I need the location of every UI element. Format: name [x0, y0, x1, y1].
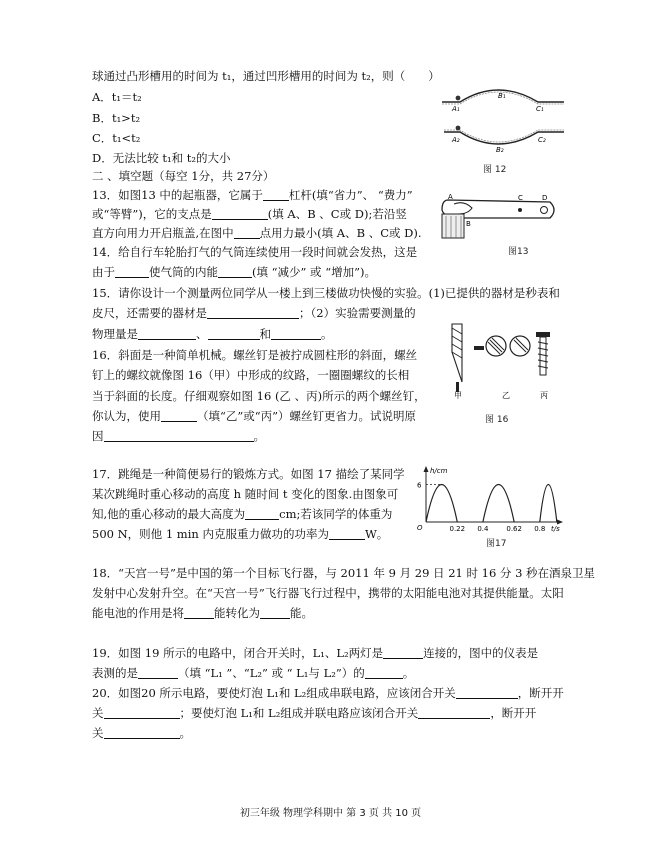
fig12-label: B₁ [498, 92, 506, 100]
answer-blank[interactable] [218, 265, 252, 278]
q20-text: 20．如图20 所示电路，要使灯泡 L₁和 L₂组成串联电路，应该闭合开关 [92, 686, 456, 700]
x-tick-label: 0.8 [534, 525, 546, 533]
q-prev-option-b[interactable]: B．t₁>t₂ [92, 111, 141, 125]
q15-line-1: 15．请你设计一个测量两位同学从一楼上到三楼做功快慢的实验。(1)已提供的器材是秒表和 [92, 286, 560, 300]
q18-line-3 [92, 605, 313, 621]
answer-blank[interactable] [263, 188, 289, 201]
q19-line-2 [92, 665, 414, 681]
answer-blank[interactable] [208, 327, 260, 340]
q13-text: 或“等臂”)，它的支点是 [92, 207, 212, 221]
section-title: 二 、填空题（每空 1分，共 27分） [92, 169, 275, 183]
fig12-label: A₁ [452, 105, 460, 113]
x-tick-label: 0.22 [449, 525, 466, 533]
q19-text: （填 “L₁ ”、“L₂” 或 “ L₁与 L₂”）的 [178, 666, 365, 680]
fig13-label: D [542, 194, 548, 202]
q20-line-3 [92, 725, 191, 741]
fig16-label: 丙 [540, 391, 548, 400]
q16-text: （填“乙”或“丙”）螺丝钉更省力。试说明原 [197, 409, 417, 423]
q13-text: 直方向用力开启瓶盖,在图中 [92, 226, 234, 240]
answer-blank[interactable] [184, 606, 214, 619]
q16-text: 你认为，使用 [92, 409, 161, 423]
q19-line-1 [92, 645, 538, 661]
q19-text: 。 [402, 666, 415, 680]
q13-line-2 [92, 206, 407, 222]
q-prev-option-c[interactable]: C．t₁<t₂ [92, 131, 141, 145]
answer-blank[interactable] [104, 726, 180, 739]
fig12-label: C₁ [536, 105, 544, 113]
fig16-label: 甲 [454, 391, 462, 400]
q16-line-4 [92, 408, 416, 424]
x-axis-arrow [557, 520, 563, 525]
ball-icon [456, 96, 461, 101]
x-tick-label: 0.4 [477, 525, 489, 533]
q19-text: 19．如图 19 所示的电路中，闭合开关时，L₁、L₂两灯是 [92, 646, 384, 660]
x-tick-label: 0.62 [506, 525, 522, 533]
q16-line-2: 钉上的螺纹就像图 16（甲）中形成的纹路，一圈圈螺纹的长相 [92, 368, 410, 382]
answer-blank[interactable] [104, 429, 254, 442]
answer-blank[interactable] [115, 265, 149, 278]
answer-blank[interactable] [456, 686, 518, 699]
q16-text: 因 [92, 429, 104, 443]
q17-text: 知,他的重心移动的最大高度为 [92, 507, 246, 521]
fig16-caption: 图 16 [485, 415, 509, 425]
answer-blank[interactable] [138, 666, 178, 679]
q15-text: ；（2）实验需要测量的 [299, 306, 416, 320]
q15-text: 和 [259, 327, 271, 341]
q14-text: 使气筒的内能 [149, 265, 218, 279]
q15-text: 。 [321, 327, 333, 341]
q16-line-1: 16．斜面是一种简单机械。螺丝钉是被拧成圆柱形的斜面，螺丝 [92, 348, 418, 362]
answer-blank[interactable] [234, 226, 260, 239]
x-axis-label: t/s [551, 525, 560, 533]
q17-line-1: 17．跳绳是一种简便易行的锻炼方式。如图 17 描绘了某同学 [92, 467, 405, 481]
answer-blank[interactable] [207, 306, 299, 319]
fig16-label: 乙 [502, 391, 510, 400]
q15-line-3 [92, 326, 333, 342]
fig12-caption: 图 12 [483, 165, 507, 175]
figure-16 [440, 318, 570, 400]
q17-text: W。 [364, 527, 389, 541]
answer-blank[interactable] [271, 327, 321, 340]
answer-blank[interactable] [329, 527, 365, 540]
q19-text: 表测的是 [92, 666, 138, 680]
y-tick-label: 6 [417, 481, 422, 490]
q18-text: 能电池的作用是将 [92, 606, 184, 620]
figure-17-chart [414, 464, 574, 533]
q20-line-1 [92, 685, 564, 701]
q18-text: 能。 [290, 606, 313, 620]
q13-text: (填 A、B 、C或 D);若沿竖 [267, 207, 407, 221]
q14-text: 由于 [92, 265, 115, 279]
fig12-label: B₂ [496, 146, 504, 154]
q13-line-3 [92, 225, 422, 241]
q-prev-option-a[interactable]: A．t₁＝t₂ [92, 90, 142, 104]
q17-text: 500 N，则他 1 min 内克服重力做功的功率为 [92, 527, 329, 541]
q18-line-1: 18．“天宫一号”是中国的第一个目标飞行器，与 2011 年 9 月 29 日 21 时 16 分 3 秒在酒泉卫星 [92, 566, 596, 580]
answer-blank[interactable] [383, 646, 423, 659]
answer-blank[interactable] [365, 666, 403, 679]
figure-13 [432, 192, 562, 252]
q14-line-1: 14．给自行车轮胎打气的气筒连续使用一段时间就会发热，这是 [92, 245, 418, 259]
q20-text: 关 [92, 726, 104, 740]
q15-text: 皮尺，还需要的器材是 [92, 306, 207, 320]
q16-text: 。 [253, 429, 265, 443]
answer-blank[interactable] [212, 207, 268, 220]
q14-line-2 [92, 264, 376, 280]
q17-text: cm;若该同学的体重为 [279, 507, 393, 521]
q15-text: 、 [196, 327, 208, 341]
q15-line-2 [92, 305, 416, 321]
fig12-label: A₂ [452, 136, 460, 144]
q20-text: ，断开开 [517, 686, 564, 700]
answer-blank[interactable] [138, 327, 196, 340]
q-prev-stem: 球通过凸形槽用的时间为 t₁，通过凹形槽用的时间为 t₂，则（ ） [92, 69, 440, 83]
fig13-label: C [518, 194, 523, 202]
fig17-caption: 图17 [486, 539, 507, 549]
y-axis-arrow [424, 466, 429, 472]
q20-text: 关 [92, 706, 104, 720]
q13-text: 点用力最小(填 A、B 、C或 D). [259, 226, 422, 240]
origin-label: O [417, 524, 423, 532]
fig12-label: C₂ [538, 136, 546, 144]
q20-text: ，断开开 [490, 706, 537, 720]
ball-icon [456, 126, 461, 131]
page-footer: 初三年级 物理学科期中 第 3 页 共 10 页 [239, 808, 422, 819]
answer-blank[interactable] [245, 507, 279, 520]
fig13-label: B [466, 220, 471, 228]
answer-blank[interactable] [260, 606, 290, 619]
q20-line-2 [92, 705, 536, 721]
q20-text: 。 [179, 726, 191, 740]
q13-text: 杠杆(填“省力”、 “费力” [288, 188, 413, 202]
fig13-caption: 图13 [508, 247, 529, 257]
q17-line-4 [92, 526, 388, 542]
q19-text: 连接的，图中的仪表是 [423, 646, 539, 660]
figure-12 [438, 84, 568, 154]
q16-line-3: 当于斜面的长度。仔细观察如图 16 (乙 、丙)所示的两个螺丝钉， [92, 389, 426, 403]
q18-text: 能转化为 [214, 606, 260, 620]
y-axis-label: h/cm [430, 467, 448, 475]
q13-line-1 [92, 187, 413, 203]
q16-line-5 [92, 428, 265, 444]
q18-line-2: 发射中心发射升空。在“天宫一号”飞行器飞行过程中，携带的太阳能电池对其提供能量。太阳 [92, 586, 564, 600]
jump-curve [483, 485, 514, 523]
q14-text: (填 “减少” 或 “增加”)。 [252, 265, 376, 279]
q13-text: 13．如图13 中的起瓶器，它属于 [92, 188, 263, 202]
jump-curve [426, 485, 457, 523]
q15-text: 物理量是 [92, 327, 138, 341]
q17-line-3 [92, 506, 392, 522]
q-prev-option-d[interactable]: D．无法比较 t₁和 t₂的大小 [92, 151, 231, 165]
q20-text: ；要使灯泡 L₁和 L₂组成并联电路应该闭合开关 [179, 706, 419, 720]
answer-blank[interactable] [104, 706, 180, 719]
fig13-label: A [448, 193, 453, 201]
jump-curve [540, 485, 557, 523]
answer-blank[interactable] [418, 706, 490, 719]
answer-blank[interactable] [161, 409, 197, 422]
q17-line-2: 某次跳绳时重心移动的高度 h 随时间 t 变化的图象.由图象可 [92, 487, 399, 501]
